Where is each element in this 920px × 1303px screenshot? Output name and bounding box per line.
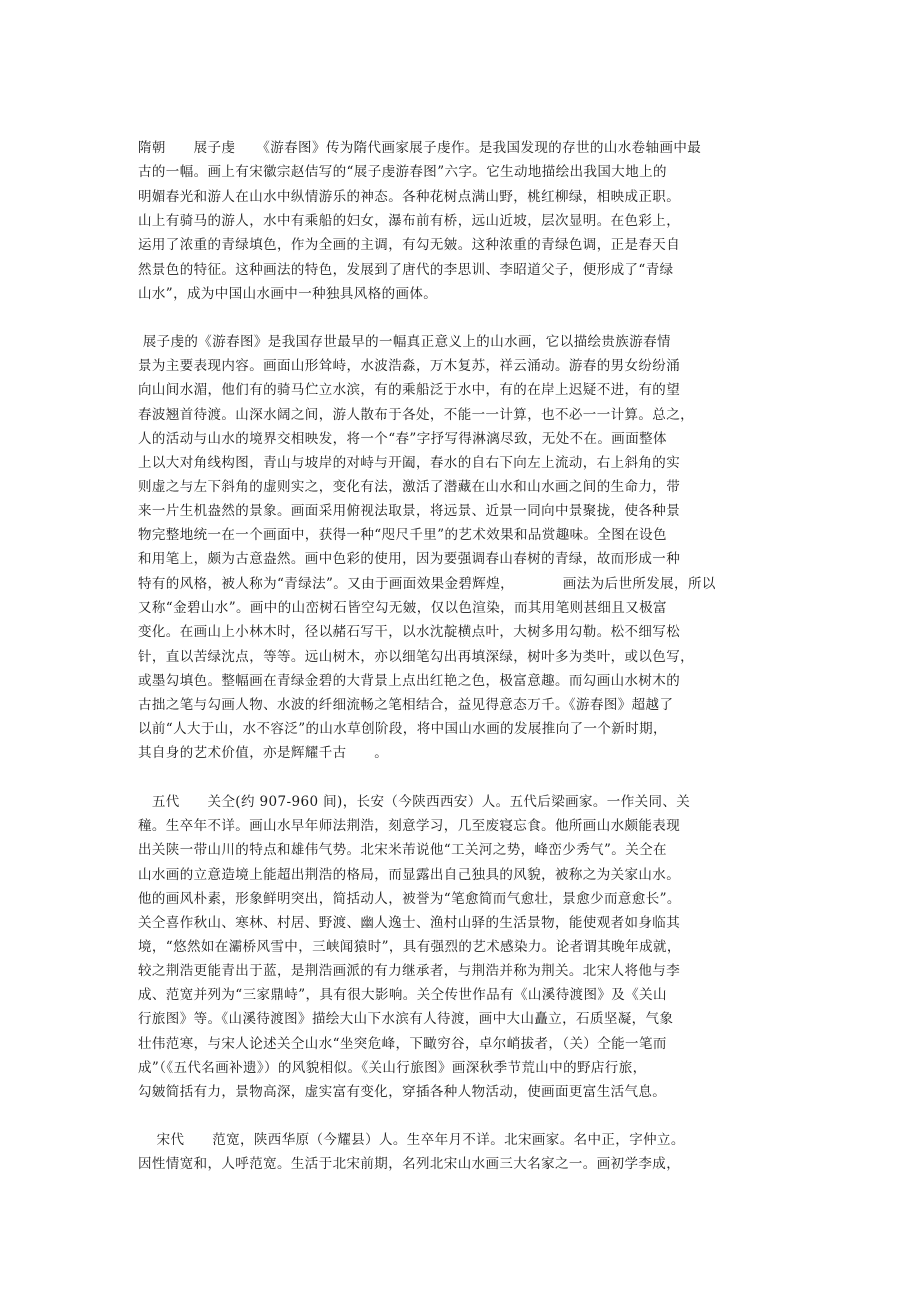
text-line: 古的一幅。画上有宋徽宗赵佶写的“展子虔游春图”六字。它生动地描绘出我国大地上的 <box>138 164 667 180</box>
text-line: 以前“人大于山，水不容泛”的山水草创阶段，将中国山水画的发展推向了一个新时期， <box>138 721 667 737</box>
text-line: 山水画的立意造境上能超出荆浩的格局，而显露出自己独具的风貌，被称之为关家山水。 <box>138 867 681 883</box>
text-line: 因性情宽和，人呼范宽。生活于北宋前期，名列北宋山水画三大名家之一。画初学李成， <box>138 1156 681 1172</box>
text-line: 穜。生卒年不详。画山水早年师法荆浩，刻意学习，几至废寝忘食。他所画山水颇能表现 <box>138 818 681 834</box>
text-line: 景为主要表现内容。画面山形耸峙，水波浩淼，万木复苏，祥云涌动。游春的男女纷纷涌 <box>138 358 681 374</box>
text-line: 展子虔的《游春图》是我国存世最早的一幅真正意义上的山水画，它以描绘贵族游春情 <box>138 334 671 350</box>
text-line: 山上有骑马的游人，水中有乘船的妇女，瀑布前有桥，远山近坡，层次显明。在色彩上， <box>138 213 681 229</box>
text-line: 古拙之笔与勾画人物、水波的纤细流畅之笔相结合，益见得意态万千。《游春图》超越了 <box>138 697 674 713</box>
text-line: 明媚春光和游人在山水中纵情游乐的神态。各种花树点满山野，桃红柳绿，相映成正职。 <box>138 189 681 205</box>
text-line: 运用了浓重的青绿填色，作为全画的主调，有勾无皴。这种浓重的青绿色调，正是春天自 <box>138 237 681 253</box>
text-line: 宋代 范宽，陕西华原（今耀县）人。生卒年月不详。北宋画家。名中正，字仲立。 <box>138 1132 685 1148</box>
text-line: 出关陕一带山川的特点和雄伟气势。北宋米芾说他“工关河之势，峰峦少秀气”。关仝在 <box>138 842 667 858</box>
text-line: 和用笔上，颇为古意盎然。画中色彩的使用，因为要强调春山春树的青绿，故而形成一种 <box>138 551 681 567</box>
text-line: 春波翘首待渡。山深水阔之间，游人散布于各处，不能一一计算，也不必一一计算。总之， <box>138 407 694 423</box>
text-line: 山水”，成为中国山水画中一种独具风格的画体。 <box>138 286 438 302</box>
text-line: 物完整地统一在一个画面中，获得一种“咫尺千里”的艺术效果和品赏趣味。全图在设色 <box>138 527 667 543</box>
text-line: 则虚之与左下斜角的虚则实之，变化有法，激活了潜藏在山水和山水画之间的生命力，带 <box>138 479 681 495</box>
text-line: 然景色的特征。这种画法的特色，发展到了唐代的李思训、李昭道父子，便形成了“青绿 <box>138 262 674 278</box>
text-line: 勾皴简括有力，景物高深，虚实富有变化，穿插各种人物活动，使画面更富生活气息。 <box>138 1084 667 1100</box>
text-line: 壮伟范寒，与宋人论述关仝山水“坐突危峰，下瞰穷谷，卓尔峭拔者，（关）仝能一笔而 <box>138 1036 667 1052</box>
text-line: 关仝喜作秋山、寒林、村居、野渡、幽人逸士、渔村山驿的生活景物，能使观者如身临其 <box>138 915 681 931</box>
text-line: 又称“金碧山水”。画中的山峦树石皆空勾无皴，仅以色渲染，而其用笔则甚细且又极富 <box>138 600 667 616</box>
text-line: 来一片生机盎然的景象。画面采用俯视法取景，将远景、近景一同向中景聚拢，使各种景 <box>138 503 681 519</box>
text-line: 他的画风朴素，形象鲜明突出，简括动人，被誉为“笔愈简而气愈壮，景愈少而意愈长”。 <box>138 891 681 907</box>
text-line: 其自身的艺术价值，亦是辉耀千古 。 <box>138 745 389 761</box>
text-line: 人的活动与山水的境界交相映发，将一个“春”字抒写得淋漓尽致，无处不在。画面整体 <box>138 431 667 447</box>
text-line: 上以大对角线构图，青山与坡岸的对峙与开阖，春水的自右下向左上流动，右上斜角的实 <box>138 455 681 471</box>
text-line: 变化。在画山上小林木时，径以赭石写干，以水沈靛横点叶，大树多用勾勒。松不细写松 <box>138 624 681 640</box>
text-line: 较之荆浩更能青出于蓝，是荆浩画派的有力继承者，与荆浩并称为荆关。北宋人将他与李 <box>138 963 681 979</box>
text-line: 境，“悠然如在灞桥风雪中，三峡闻猿时”，具有强烈的艺术感染力。论者谓其晚年成就， <box>138 939 681 955</box>
text-line: 针，直以苦绿沈点，等等。远山树木，亦以细笔勾出再填深绿，树叶多为类叶，或以色写， <box>138 649 694 665</box>
text-line: 或墨勾填色。整幅画在青绿金碧的大背景上点出红艳之色，极富意趣。而勾画山水树木的 <box>138 673 681 689</box>
text-line: 行旅图》等。《山溪待渡图》描绘大山下水滨有人待渡，画中大山矗立，石质坚凝，气象 <box>138 1011 674 1027</box>
text-line: 特有的风格，被人称为“青绿法”。又由于画面效果金碧辉煌， 画法为后世所发展，所以 <box>138 576 716 592</box>
text-line: 隋朝 展子虔 《游春图》传为隋代画家展子虔作。是我国发现的存世的山水卷轴画中最 <box>138 140 702 156</box>
text-line: 成、范宽并列为“三家鼎峙”，具有很大影响。关仝传世作品有《山溪待渡图》及《关山 <box>138 987 667 1003</box>
text-line: 成”（《五代名画补遗》）的风貌相似。《关山行旅图》画深秋季节荒山中的野店行旅， <box>138 1060 647 1076</box>
text-line: 五代 关仝(约 907-960 间)，长安（今陕西西安）人。五代后梁画家。一作关同、关 <box>138 794 691 810</box>
text-line: 向山间水湄，他们有的骑马伫立水滨，有的乘船泛于水中，有的在岸上迟疑不进，有的望 <box>138 382 681 398</box>
